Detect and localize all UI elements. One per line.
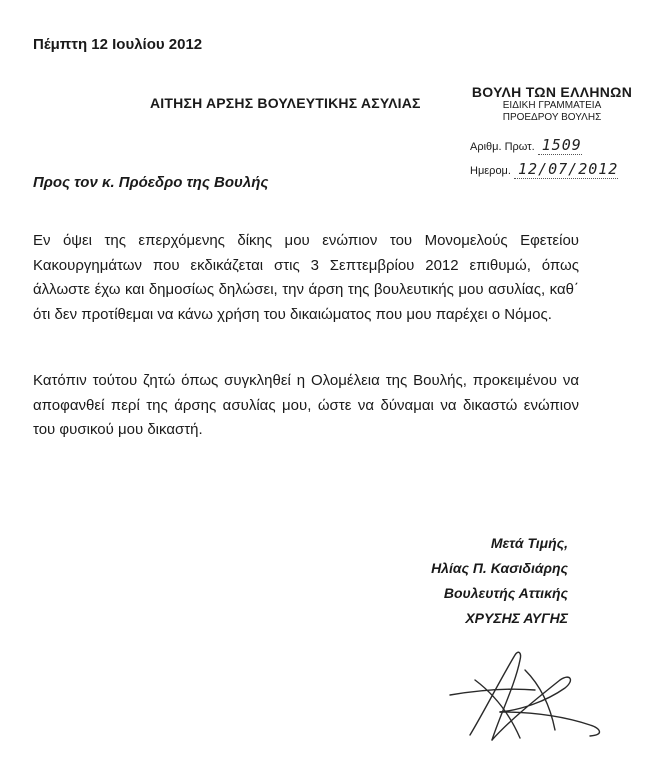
closing-greeting: Μετά Τιμής, [490, 535, 568, 551]
body-paragraph-2: Κατόπιν τούτου ζητώ όπως συγκληθεί η Ολομέλεια της Βουλής, προκειμένου να αποφανθεί περί της άρσης ασυλίας μου, ώστε να δύναμαι να δικαστώ ενώπιον του φυσικού μου δικαστή. [33, 372, 579, 438]
stamp-header: ΒΟΥΛΗ ΤΩΝ ΕΛΛΗΝΩΝ [471, 84, 633, 100]
stamp-date-label: Ημερομ. [470, 165, 511, 177]
letter-date: Πέμπτη 12 Ιουλίου 2012 [33, 36, 203, 53]
stamp-line-2: ΠΡΟΕΔΡΟΥ ΒΟΥΛΗΣ [502, 112, 602, 123]
addressee: Προς τον κ. Πρόεδρο της Βουλής [33, 174, 269, 191]
letter-title: ΑΙΤΗΣΗ ΑΡΣΗΣ ΒΟΥΛΕΥΤΙΚΗΣ ΑΣΥΛΙΑΣ [150, 95, 421, 111]
stamp-line-1: ΕΙΔΙΚΗ ΓΡΑΜΜΑΤΕΙΑ [502, 100, 602, 111]
signer-party: ΧΡΥΣΗΣ ΑΥΓΗΣ [465, 610, 568, 626]
stamp-protocol-value: 1509 [541, 136, 582, 154]
signer-role: Βουλευτής Αττικής [443, 585, 568, 601]
signer-name: Ηλίας Π. Κασιδιάρης [431, 560, 568, 576]
stamp-date-row [470, 160, 618, 179]
stamp-date-value: 12/07/2012 [518, 160, 619, 178]
stamp-protocol-row [470, 136, 582, 155]
body-paragraph-1: Εν όψει της επερχόμενης δίκης μου ενώπιον του Μονομελούς Εφετείου Κακουργημάτων που εκδικάζεται στις 3 Σεπτεμβρίου 2012 επιθυμώ, όπως άλλωστε έχω και δημοσίως δηλώσει, την άρση της βουλευτικής μου ασυλίας, καθ΄ ότι δεν προτίθεμαι να κάνω χρήση του δικαιώματος που μου παρέχει ο Νόμος. [33, 232, 579, 323]
handwritten-signature [440, 640, 620, 750]
parliament-stamp [462, 84, 642, 184]
stamp-protocol-label: Αριθμ. Πρωτ. [470, 141, 535, 153]
